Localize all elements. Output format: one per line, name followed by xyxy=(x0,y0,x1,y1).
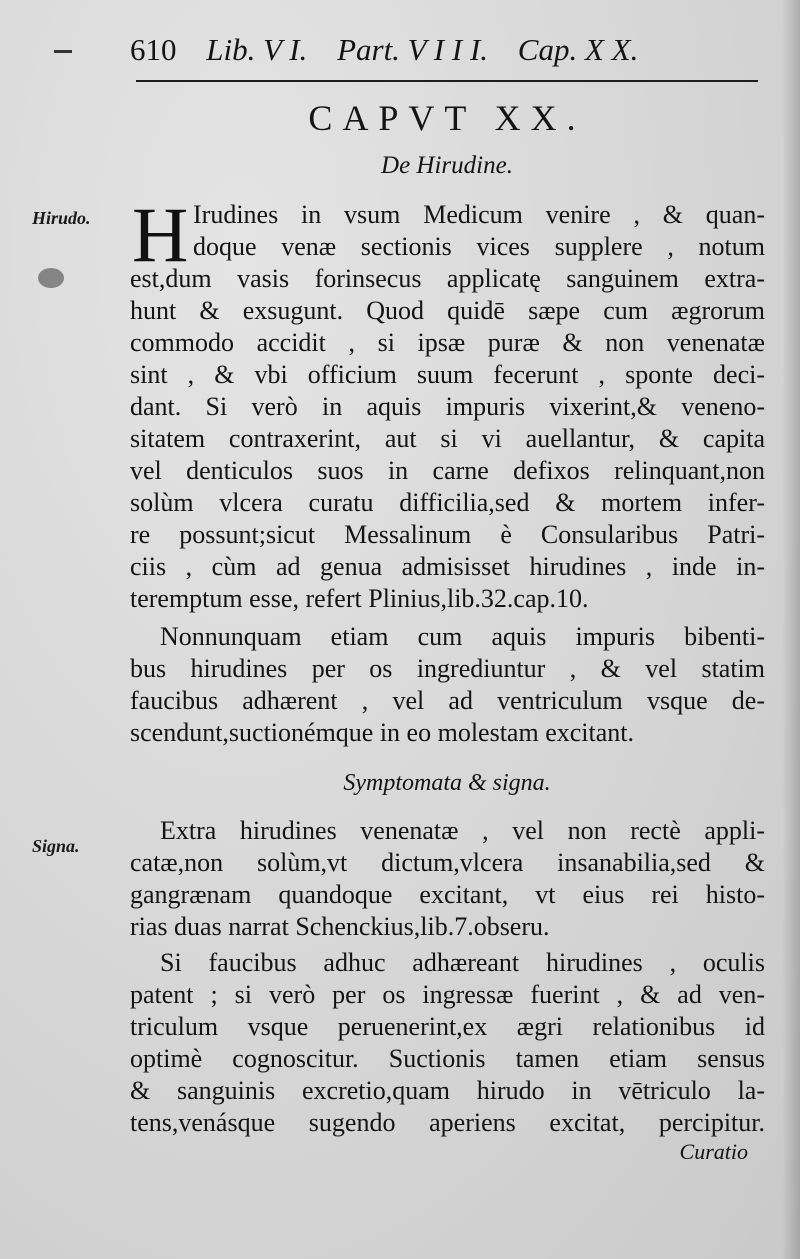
page-number: 610 xyxy=(130,32,177,67)
section-heading: Symptomata & signa. xyxy=(343,770,551,796)
header-rule xyxy=(136,80,758,82)
text-line: scendunt,suctionémque in eo molestam excitant. xyxy=(130,718,634,747)
text-line: bus hirudines per os ingrediuntur , & vel statim xyxy=(130,654,765,683)
text-line: vel denticulos suos in carne defixos relinquant,non xyxy=(130,456,765,485)
text-line: Extra hirudines venenatæ , vel non rectè appli- xyxy=(160,816,765,845)
running-header xyxy=(130,30,750,70)
text-line: ciis , cùm ad genua admisisset hirudines , inde in- xyxy=(130,552,765,581)
header-book: Lib. V I. xyxy=(206,32,308,67)
text-line: catæ,non solùm,vt dictum,vlcera insanabilia,sed & xyxy=(130,848,765,877)
header-part: Part. V I I I. xyxy=(337,32,489,67)
text-line: dant. Si verò in aquis impuris vixerint,& veneno- xyxy=(130,392,765,421)
drop-capital: H xyxy=(132,191,189,278)
catchword: Curatio xyxy=(679,1139,748,1164)
text-line: gangrænam quandoque excitant, vt eius rei histo- xyxy=(130,880,765,909)
chapter-subtitle: De Hirudine. xyxy=(381,152,513,179)
text-line: doque venæ sectionis vices supplere , notum xyxy=(193,232,765,261)
text-line: & sanguinis excretio,quam hirudo in vētriculo la- xyxy=(130,1076,765,1105)
text-line: Irudines in vsum Medicum venire , & quan- xyxy=(193,200,765,229)
margin-note-hirudo: Hirudo. xyxy=(32,208,91,228)
text-line: solùm vlcera curatu difficilia,sed & mortem infer- xyxy=(130,488,765,517)
text-line: optimè cognoscitur. Suctionis tamen etiam sensus xyxy=(130,1044,765,1073)
text-line: patent ; si verò per os ingressæ fuerint , & ad ven- xyxy=(130,980,765,1009)
text-line: hunt & exsugunt. Quod quidē sæpe cum ægrorum xyxy=(130,296,765,325)
text-line: Nonnunquam etiam cum aquis impuris bibenti- xyxy=(160,622,765,651)
text-line: Si faucibus adhuc adhæreant hirudines , oculis xyxy=(160,948,765,977)
header-chapter: Cap. X X. xyxy=(517,32,639,67)
chapter-title: CAPVT XX. xyxy=(308,98,586,138)
text-line: commodo accidit , si ipsæ puræ & non venenatæ xyxy=(130,328,765,357)
ink-blot xyxy=(38,268,64,288)
text-line: est,dum vasis forinsecus applicatę sanguinem extra- xyxy=(130,264,765,293)
text-line: re possunt;sicut Messalinum è Consularibus Patri- xyxy=(130,520,765,549)
text-line: sitatem contraxerint, aut si vi auellantur, & capita xyxy=(130,424,765,453)
text-line: tens,venásque sugendo aperiens excitat, percipitur. xyxy=(130,1108,765,1137)
text-line: rias duas narrat Schenckius,lib.7.obseru. xyxy=(130,912,550,941)
text-line: teremptum esse, refert Plinius,lib.32.cap.10. xyxy=(130,584,589,613)
page-edge-shadow xyxy=(782,0,800,1259)
text-line: faucibus adhærent , vel ad ventriculum vsque de- xyxy=(130,686,765,715)
text-line: triculum vsque peruenerint,ex ægri relationibus id xyxy=(130,1012,765,1041)
margin-note-signa: Signa. xyxy=(32,836,80,856)
text-line: sint , & vbi officium suum fecerunt , sponte deci- xyxy=(130,360,765,389)
margin-dash xyxy=(54,50,72,53)
